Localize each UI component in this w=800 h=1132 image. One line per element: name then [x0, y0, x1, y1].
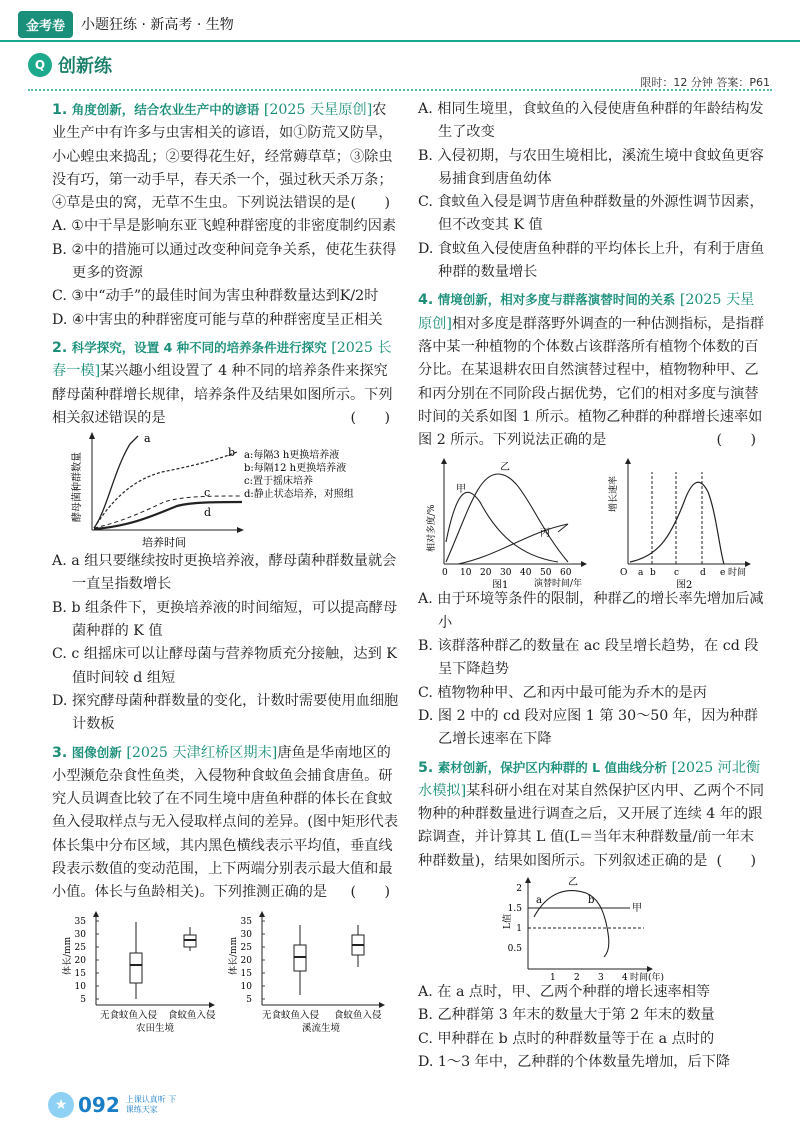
yeast-growth-chart [52, 430, 397, 550]
answer-paren: ( ) [716, 852, 756, 869]
option-b: B. ②中的措施可以通过改变种间竞争关系，使花生获得更多的资源 [52, 241, 397, 282]
svg-text:5: 5 [80, 994, 86, 1005]
option-d: D. 1～3 年中，乙种群的个体数量先增加，后下降 [418, 1053, 731, 1070]
svg-text:d: d [700, 568, 706, 579]
question-number: 5. [418, 759, 434, 776]
x-axis-label: 培养时间 [142, 536, 186, 550]
svg-text:2: 2 [574, 973, 580, 982]
question-number: 4. [418, 292, 434, 309]
svg-text:食蚊鱼入侵: 食蚊鱼入侵 [168, 1009, 216, 1021]
answer-paren: ( ) [350, 195, 390, 212]
curve-label-b: b [228, 446, 236, 460]
answer-paren: ( ) [350, 884, 390, 901]
svg-text:15: 15 [240, 968, 252, 979]
question-source: [2025 天津红桥区期末] [126, 744, 278, 761]
figure-2-growth-rate [607, 458, 751, 588]
option-c: C. 食蚊鱼入侵是调节唐鱼种群数量的外源性调节因素，但不改变其 K 值 [418, 194, 764, 234]
question-tag: 角度创新，结合农业生产中的谚语 [71, 102, 260, 117]
svg-text:40: 40 [520, 568, 532, 579]
question-source: [2025 天星原创] [263, 102, 373, 118]
question-stem: 唐鱼是华南地区的小型濒危杂食性鱼类，入侵物种食蚊鱼会捕食唐鱼。研究人员调查比较了在不同生境中唐鱼种群的体长在食蚊鱼入侵取样点与无入侵取样点间的差异。(图中矩形代表体长集中分布区域，其内黑色横线表示平均值，垂直线段表示数值的变动范围，上下两端分别表示最大值和最小值。体长与鱼龄相关)。下列推测正确的是 [52, 744, 399, 901]
svg-text:溪流生境: 溪流生境 [302, 1022, 341, 1033]
svg-text:无食蚊鱼入侵: 无食蚊鱼入侵 [100, 1009, 158, 1021]
option-b: B. 该群落种群乙的数量在 ac 段呈增长趋势，在 cd 段呈下降趋势 [418, 638, 759, 678]
svg-text:60: 60 [560, 568, 572, 579]
question-number: 3. [52, 744, 68, 761]
svg-text:丙: 丙 [540, 528, 550, 540]
svg-text:演替时间/年: 演替时间/年 [534, 579, 583, 589]
curve-label-c: c [204, 486, 211, 500]
option-c: C. 植物物种甲、乙和丙中最可能为乔木的是丙 [418, 684, 707, 701]
curve-c [94, 496, 242, 528]
question-tag: 科学探究，设置 4 种不同的培养条件进行探究 [71, 339, 327, 355]
question-1 [52, 98, 400, 332]
header-divider [0, 40, 800, 42]
curve-b [94, 452, 237, 528]
svg-text:食蚊鱼入侵: 食蚊鱼入侵 [334, 1009, 382, 1021]
svg-text:1.5: 1.5 [507, 904, 522, 915]
page-footer [48, 1092, 178, 1118]
answer-paren: ( ) [350, 409, 390, 426]
question-tag: 情境创新，相对多度与群落演替时间的关系 [437, 292, 676, 308]
page-number: 092 [78, 1093, 120, 1117]
question-source: [2025 天星原创] [418, 292, 755, 332]
growth-rate-curve [630, 483, 724, 565]
svg-text:a: a [536, 895, 542, 907]
time-info: 限时：12 分钟 答案：P61 [640, 76, 770, 89]
section-header [28, 50, 112, 80]
option-c: C. ③中“动手”的最佳时间为害虫种群数量达到K/2时 [52, 288, 379, 305]
svg-text:25: 25 [74, 942, 86, 953]
boxplot-figures [52, 905, 400, 1033]
succession-figures [418, 452, 766, 588]
series-title: 小题狂练 · 新高考 · 生物 [81, 17, 234, 33]
answer-paren: ( ) [716, 432, 756, 449]
curve-label-d: d [204, 506, 212, 520]
right-column [418, 98, 766, 1074]
question-tag: 素材创新，保护区内种群的 L 值曲线分析 [437, 759, 667, 775]
question-3 [52, 741, 400, 1033]
svg-text:5: 5 [246, 994, 252, 1005]
boxplot-charts [52, 905, 397, 1033]
svg-text:农田生境: 农田生境 [136, 1022, 175, 1033]
svg-text:1: 1 [550, 973, 556, 982]
section-title: 创新练 [58, 56, 112, 77]
svg-text:10: 10 [240, 981, 252, 992]
yeast-growth-figure [52, 430, 400, 550]
svg-text:35: 35 [240, 916, 252, 927]
series-yi [534, 891, 609, 957]
question-stem: 某科研小组在对某自然保护区内甲、乙两个不同物种的种群数量进行调查之后，又开展了连续 4 年的跟踪调查，并计算其 L 值(L＝当年末种群数量/前一年末种群数量)，结果如图所示。下列叙述正确的是 [418, 782, 765, 869]
curve-d [94, 502, 242, 529]
svg-text:10: 10 [460, 568, 472, 579]
series-bing [458, 524, 568, 564]
option-d: D. 探究酵母菌种群数量的变化，计数时需要使用血细胞计数板 [52, 692, 399, 733]
question-3-options [418, 98, 766, 284]
svg-text:30: 30 [74, 929, 86, 940]
option-c: C. c 组摇床可以让酵母菌与营养物质充分接触，达到 K 值时间较 d 组短 [52, 646, 397, 686]
option-b: B. 乙种群第 3 年末的数量大于第 2 年末的数量 [418, 1007, 715, 1024]
svg-text:30: 30 [240, 929, 252, 940]
curve-label-a: a [144, 432, 151, 446]
star-icon: ★ [48, 1092, 74, 1118]
svg-text:无食蚊鱼入侵: 无食蚊鱼入侵 [262, 1009, 320, 1021]
svg-text:乙: 乙 [500, 462, 510, 474]
svg-text:时间(年): 时间(年) [630, 973, 665, 982]
svg-text:O: O [620, 568, 628, 579]
option-c: C. 甲种群在 b 点时的种群数量等于在 a 点时的 [418, 1030, 715, 1047]
succession-charts [418, 452, 763, 588]
svg-text:4: 4 [622, 973, 628, 982]
svg-text:0: 0 [442, 568, 448, 579]
curve-a [94, 436, 138, 528]
y-axis-label: 酵母菌种群数量 [72, 452, 83, 523]
question-5 [418, 756, 766, 1075]
svg-text:c: c [674, 568, 680, 579]
question-source: [2025 河北衡水模拟] [418, 759, 761, 799]
legend-c: c:置于摇床培养 [244, 476, 313, 488]
option-d: D. 食蚊鱼入侵使唐鱼种群的平均体长上升，有利于唐鱼种群的数量增长 [418, 240, 765, 281]
svg-text:25: 25 [240, 942, 252, 953]
top-bar [18, 10, 234, 38]
option-b: B. 入侵初期，与农田生境相比，溪流生境中食蚊鱼更容易捕食到唐鱼幼体 [418, 147, 764, 187]
svg-text:相对多度/%: 相对多度/% [427, 504, 437, 553]
svg-text:1: 1 [516, 924, 522, 935]
legend-a: a:每隔3 h更换培养液 [244, 450, 340, 462]
svg-text:a: a [638, 568, 644, 579]
svg-text:2: 2 [516, 884, 522, 895]
question-stem: 农业生产中有许多与虫害相关的谚语，如①防荒又防旱，小心蝗虫来捣乱；②要得花生好，经常薅草草；③除虫没有巧，第一动手早，春天杀一个，强过秋天杀万条；④草是虫的窝，无草不生虫。下列说法错误的是 [52, 102, 393, 212]
svg-text:b: b [588, 895, 595, 907]
question-tag: 图像创新 [71, 744, 122, 760]
svg-text:50: 50 [540, 568, 552, 579]
search-q-icon: Q [28, 53, 52, 77]
legend-d: d:静止状态培养，对照组 [244, 489, 354, 501]
option-d: D. ④中害虫的种群密度可能与草的种群密度呈正相关 [52, 311, 383, 328]
svg-text:增长速率: 增长速率 [609, 476, 619, 513]
svg-text:35: 35 [74, 916, 86, 927]
svg-text:0.5: 0.5 [507, 944, 522, 955]
option-a: A. a 组只要继续按时更换培养液，酵母菌种群数量就会一直呈指数增长 [52, 553, 397, 593]
svg-text:e: e [720, 568, 726, 579]
question-2 [52, 336, 400, 737]
svg-text:乙: 乙 [568, 877, 578, 889]
farmland-boxplot [61, 911, 216, 1033]
svg-text:20: 20 [74, 955, 86, 966]
svg-text:图2: 图2 [676, 580, 693, 589]
svg-text:30: 30 [500, 568, 512, 579]
dotted-divider [28, 89, 772, 91]
option-a: A. ①中干旱是影响东亚飞蝗种群密度的非密度制约因素 [52, 218, 397, 235]
svg-text:图1: 图1 [492, 580, 509, 589]
question-number: 2. [52, 339, 68, 356]
option-a: A. 在 a 点时，甲、乙两个种群的增长速率相等 [418, 984, 711, 1001]
figure-1-relative-abundance [425, 458, 587, 588]
brand-badge: 金考卷 [18, 11, 73, 38]
svg-text:10: 10 [74, 981, 86, 992]
question-stem: 某兴趣小组设置了 4 种不同的培养条件来探究酵母菌种群增长规律，培养条件及结果如图所示。下列相关叙述错误的是 [52, 363, 393, 426]
l-value-chart [418, 873, 763, 981]
svg-text:体长/mm: 体长/mm [63, 936, 73, 975]
option-d: D. 图 2 中的 cd 段对应图 1 第 30～50 年，因为种群乙增长速率在下降 [418, 707, 758, 748]
svg-text:时间: 时间 [728, 568, 747, 579]
svg-text:L值: L值 [503, 914, 513, 930]
svg-text:20: 20 [240, 955, 252, 966]
question-4 [418, 288, 766, 751]
svg-text:b: b [650, 568, 656, 579]
legend-b: b:每隔12 h更换培养液 [244, 463, 347, 475]
footer-motto: 上课认真听 下课练天家 [125, 1095, 177, 1114]
left-column [52, 98, 400, 1033]
svg-text:甲: 甲 [632, 903, 642, 915]
option-b: B. b 组条件下，更换培养液的时间缩短，可以提高酵母菌种群的 K 值 [52, 599, 398, 640]
svg-text:甲: 甲 [456, 484, 466, 496]
svg-text:15: 15 [74, 968, 86, 979]
option-a: A. 由于环境等条件的限制，种群乙的增长率先增加后减小 [418, 591, 764, 631]
question-number: 1. [52, 102, 68, 118]
l-value-figure [418, 873, 766, 981]
stream-boxplot [227, 911, 385, 1033]
question-stem: 相对多度是群落野外调查的一种估测指标，是指群落中某一种植物的个体数占该群落所有植物个体数的百分比。在某退耕农田自然演替过程中，植物物种甲、乙和丙分别在不同阶段占据优势，它们的相对多度与演替时间的关系如图 1 所示。植物乙种群的种群增长速率如图 2 所示。下列说法正确的是 [418, 315, 765, 449]
option-a: A. 相同生境里，食蚊鱼的入侵使唐鱼种群的年龄结构发生了改变 [418, 101, 764, 141]
svg-text:体长/mm: 体长/mm [229, 936, 239, 975]
question-source: [2025 长春一模] [52, 339, 392, 380]
svg-text:3: 3 [598, 973, 604, 982]
svg-text:20: 20 [480, 568, 492, 579]
